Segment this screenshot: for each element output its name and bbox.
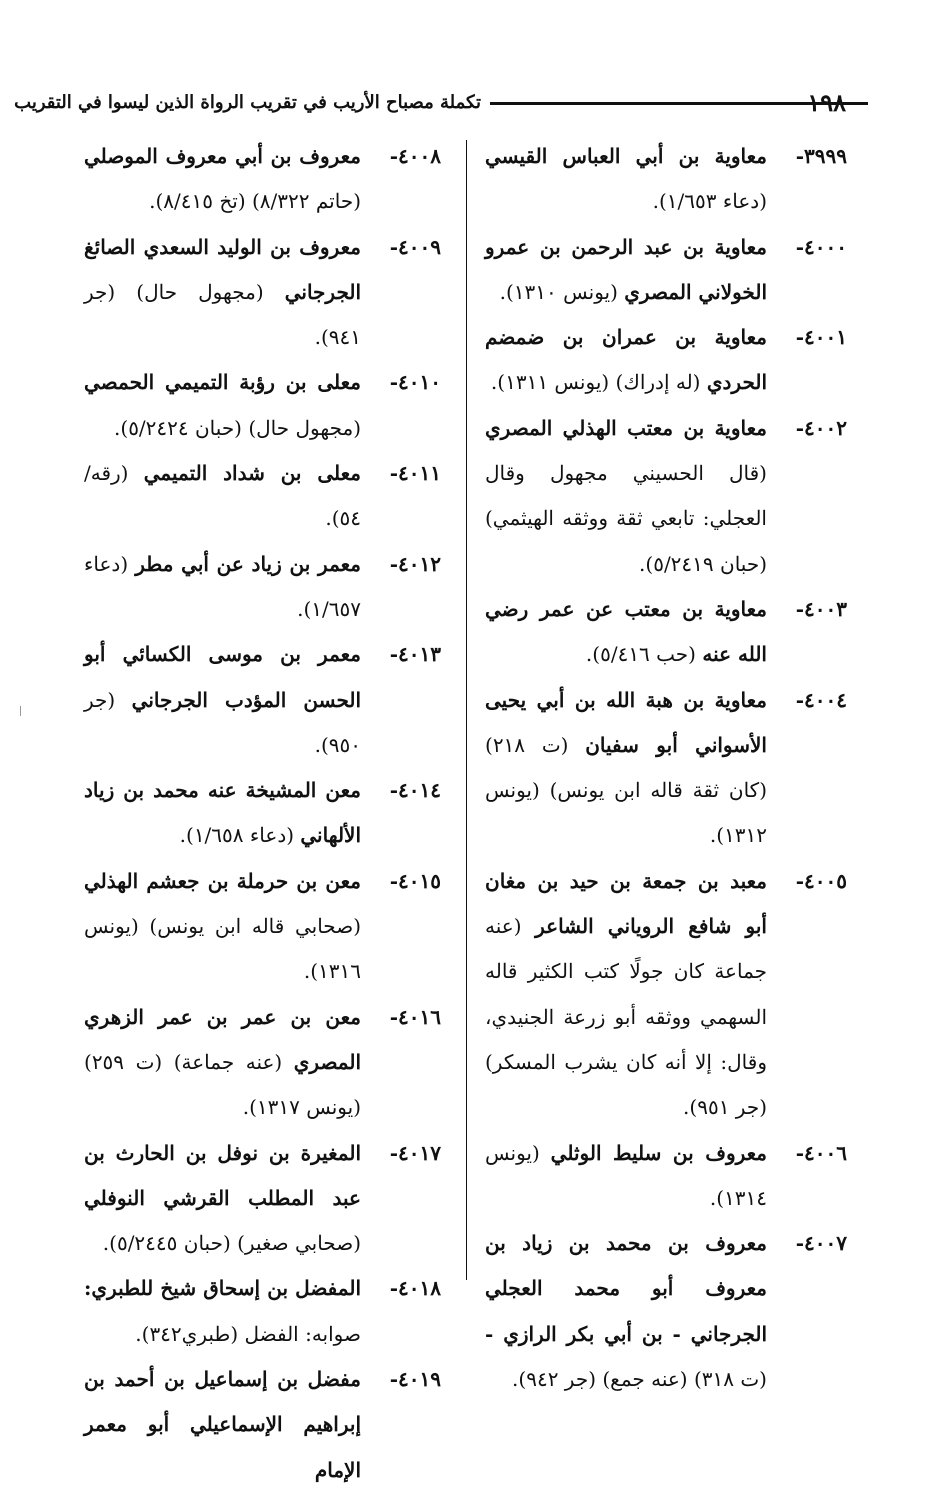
column-divider: [466, 140, 467, 1280]
entry-number: ٤٠٠٧-: [795, 1231, 847, 1256]
narrator-name: معروف بن الوليد السعدي الصائغ الجرجاني: [84, 234, 362, 304]
entry-details: (مجهول حال) (حبان ٥/٢٤٢٤).: [114, 415, 361, 440]
biography-entry: [84, 451, 441, 542]
entry-number: ٤٠١١-: [389, 461, 441, 486]
entry-number: ٤٠٠٩-: [389, 234, 441, 259]
narrator-name: معاوية بن معتب عن عمر رضي الله عنه: [485, 596, 767, 667]
entry-details: (يونس ١٣١٠).: [499, 279, 618, 304]
narrator-name: معروف بن سليط الوثلي: [550, 1140, 767, 1165]
biography-entry: [84, 542, 441, 633]
narrator-name: المغيرة بن نوفل بن الحارث بن عبد المطلب القرشي النوفلي: [84, 1140, 361, 1210]
page-number: ١٩٨: [807, 88, 846, 117]
biography-entry: [84, 768, 441, 859]
entry-details: (مجهول حال) (جر ٩٤١).: [84, 279, 361, 350]
narrator-name: المفضل بن إسحاق شيخ للطبري:: [84, 1276, 361, 1301]
biography-entry: [485, 225, 847, 316]
entry-number: ٤٠١٤-: [389, 778, 441, 803]
entry-details: (ت ٣١٨) (عنه جمع) (جر ٩٤٢).: [512, 1367, 767, 1392]
entry-number: ٤٠١٧-: [389, 1140, 441, 1165]
biography-entry: [485, 1131, 847, 1222]
entry-details: (حب ٥/٤١٦).: [585, 642, 696, 667]
entry-details: (له إدراك) (يونس ١٣١١).: [490, 370, 701, 395]
narrator-name: معروف بن محمد بن زياد بن معروف أبو محمد العجلي الجرجاني - بن أبي بكر الرازي -: [485, 1231, 767, 1346]
margin-mark: [20, 706, 21, 716]
narrator-name: معاوية بن عمران بن ضمضم الحردي: [485, 325, 767, 395]
left-column: [84, 134, 441, 1493]
entry-number: ٤٠١٩-: [389, 1367, 441, 1392]
entry-number: ٣٩٩٩-: [795, 144, 847, 168]
narrator-name: معمر بن زياد عن أبي مطر: [135, 551, 361, 576]
narrator-name: مفضل بن إسماعيل بن أحمد بن إبراهيم الإسماعيلي أبو معمر الإمام: [84, 1367, 361, 1482]
entry-details: (ت ٢١٨) (كان ثقة قاله ابن يونس) (يونس ١٣١٢).: [485, 732, 767, 848]
entry-details: صوابه: الفضل (طبري٣٤٢).: [135, 1321, 361, 1346]
narrator-name: معاوية بن هبة الله بن أبي يحيى الأسواني أبو سفيان: [485, 687, 767, 757]
entry-number: ٤٠١٠-: [389, 370, 441, 395]
entry-number: ٤٠٠٤-: [795, 687, 847, 712]
biography-entry: [84, 1266, 441, 1357]
narrator-name: معن المشيخة عنه محمد بن زياد الألهاني: [84, 778, 361, 848]
narrator-name: معاوية بن أبي العباس القيسي: [485, 144, 767, 168]
entry-number: ٤٠٠٢-: [795, 415, 847, 440]
entry-details: (يونس ١٣١٤).: [485, 1140, 767, 1210]
narrator-name: معروف بن أبي معروف الموصلي: [84, 144, 361, 168]
entry-details: (عنه جماعة) (ت ٢٥٩) (يونس ١٣١٧).: [84, 1049, 361, 1120]
biography-entry: [84, 859, 441, 995]
entry-number: ٤٠٠٦-: [795, 1140, 847, 1165]
entry-details: (صحابي قاله ابن يونس) (يونس ١٣١٦).: [84, 914, 361, 984]
narrator-name: معلى بن رؤبة التميمي الحمصي: [84, 370, 361, 395]
biography-entry: [485, 587, 847, 678]
narrator-name: معبد بن جمعة بن حيد بن مغان أبو شافع الروياني الشاعر: [485, 868, 767, 939]
biography-entry: [485, 1221, 847, 1402]
page-header: [14, 86, 846, 120]
entry-number: ٤٠٠١-: [795, 325, 847, 350]
narrator-name: معلى بن شداد التميمي: [143, 461, 361, 486]
right-column: [485, 134, 847, 1402]
entry-details: (عنه جماعة كان جولًا كتب الكثير قاله السهمي ووثقه أبو زرعة الجنيدي، وقال: إلا أنه كان يشرب المسكر) (جر ٩٥١).: [485, 914, 767, 1120]
narrator-name: معمر بن موسى الكسائي أبو الحسن المؤدب الجرجاني: [84, 642, 362, 712]
entry-number: ٤٠٠٣-: [795, 596, 847, 621]
entry-details: (رقه/٥٤).: [84, 461, 361, 531]
biography-entry: [84, 1131, 441, 1267]
biography-entry: [84, 1357, 441, 1493]
narrator-name: معاوية بن عبد الرحمن بن عمرو الخولاني المصري: [485, 234, 767, 304]
entry-details: (دعاء ١/٦٥٣).: [652, 189, 767, 214]
entry-number: ٤٠١٦-: [389, 1004, 441, 1029]
entry-number: ٤٠١٥-: [389, 868, 441, 893]
narrator-name: معن بن حرملة بن جعشم الهذلي: [84, 868, 361, 893]
entry-details: (دعاء ١/٦٥٧).: [84, 551, 361, 621]
biography-entry: [84, 632, 441, 768]
entry-details: (حاتم ٨/٣٢٢) (تخ ٨/٤١٥).: [149, 189, 361, 214]
entry-number: ٤٠٠٠-: [795, 234, 847, 259]
narrator-name: معاوية بن معتب الهذلي المصري: [485, 415, 767, 440]
entry-details: (صحابي صغير) (حبان ٥/٢٤٤٥).: [102, 1231, 361, 1256]
entry-details: (قال الحسيني مجهول وقال العجلي: تابعي ثقة ووثقه الهيثمي) (حبان ٥/٢٤١٩).: [485, 461, 767, 576]
entry-details: (دعاء ١/٦٥٨).: [179, 823, 295, 848]
entry-details: (جر ٩٥٠).: [84, 687, 361, 757]
biography-entry: [84, 225, 441, 361]
biography-entry: [485, 678, 847, 859]
biography-entry: [84, 134, 441, 225]
entry-number: ٤٠١٢-: [389, 551, 441, 576]
entry-number: ٤٠١٣-: [389, 642, 441, 667]
entry-number: ٤٠١٨-: [389, 1276, 441, 1301]
biography-entry: [485, 134, 847, 225]
biography-entry: [485, 859, 847, 1131]
narrator-name: معن بن عمر بن عمر الزهري المصري: [84, 1004, 361, 1074]
biography-entry: [485, 315, 847, 406]
entry-number: ٤٠٠٨-: [389, 144, 441, 168]
biography-entry: [84, 360, 441, 451]
biography-entry: [84, 995, 441, 1131]
running-title: تكملة مصباح الأريب في تقريب الرواة الذين ليسوا في التقريب: [14, 92, 481, 113]
header-rule: [490, 102, 868, 105]
entry-number: ٤٠٠٥-: [795, 868, 847, 893]
biography-entry: [485, 406, 847, 587]
